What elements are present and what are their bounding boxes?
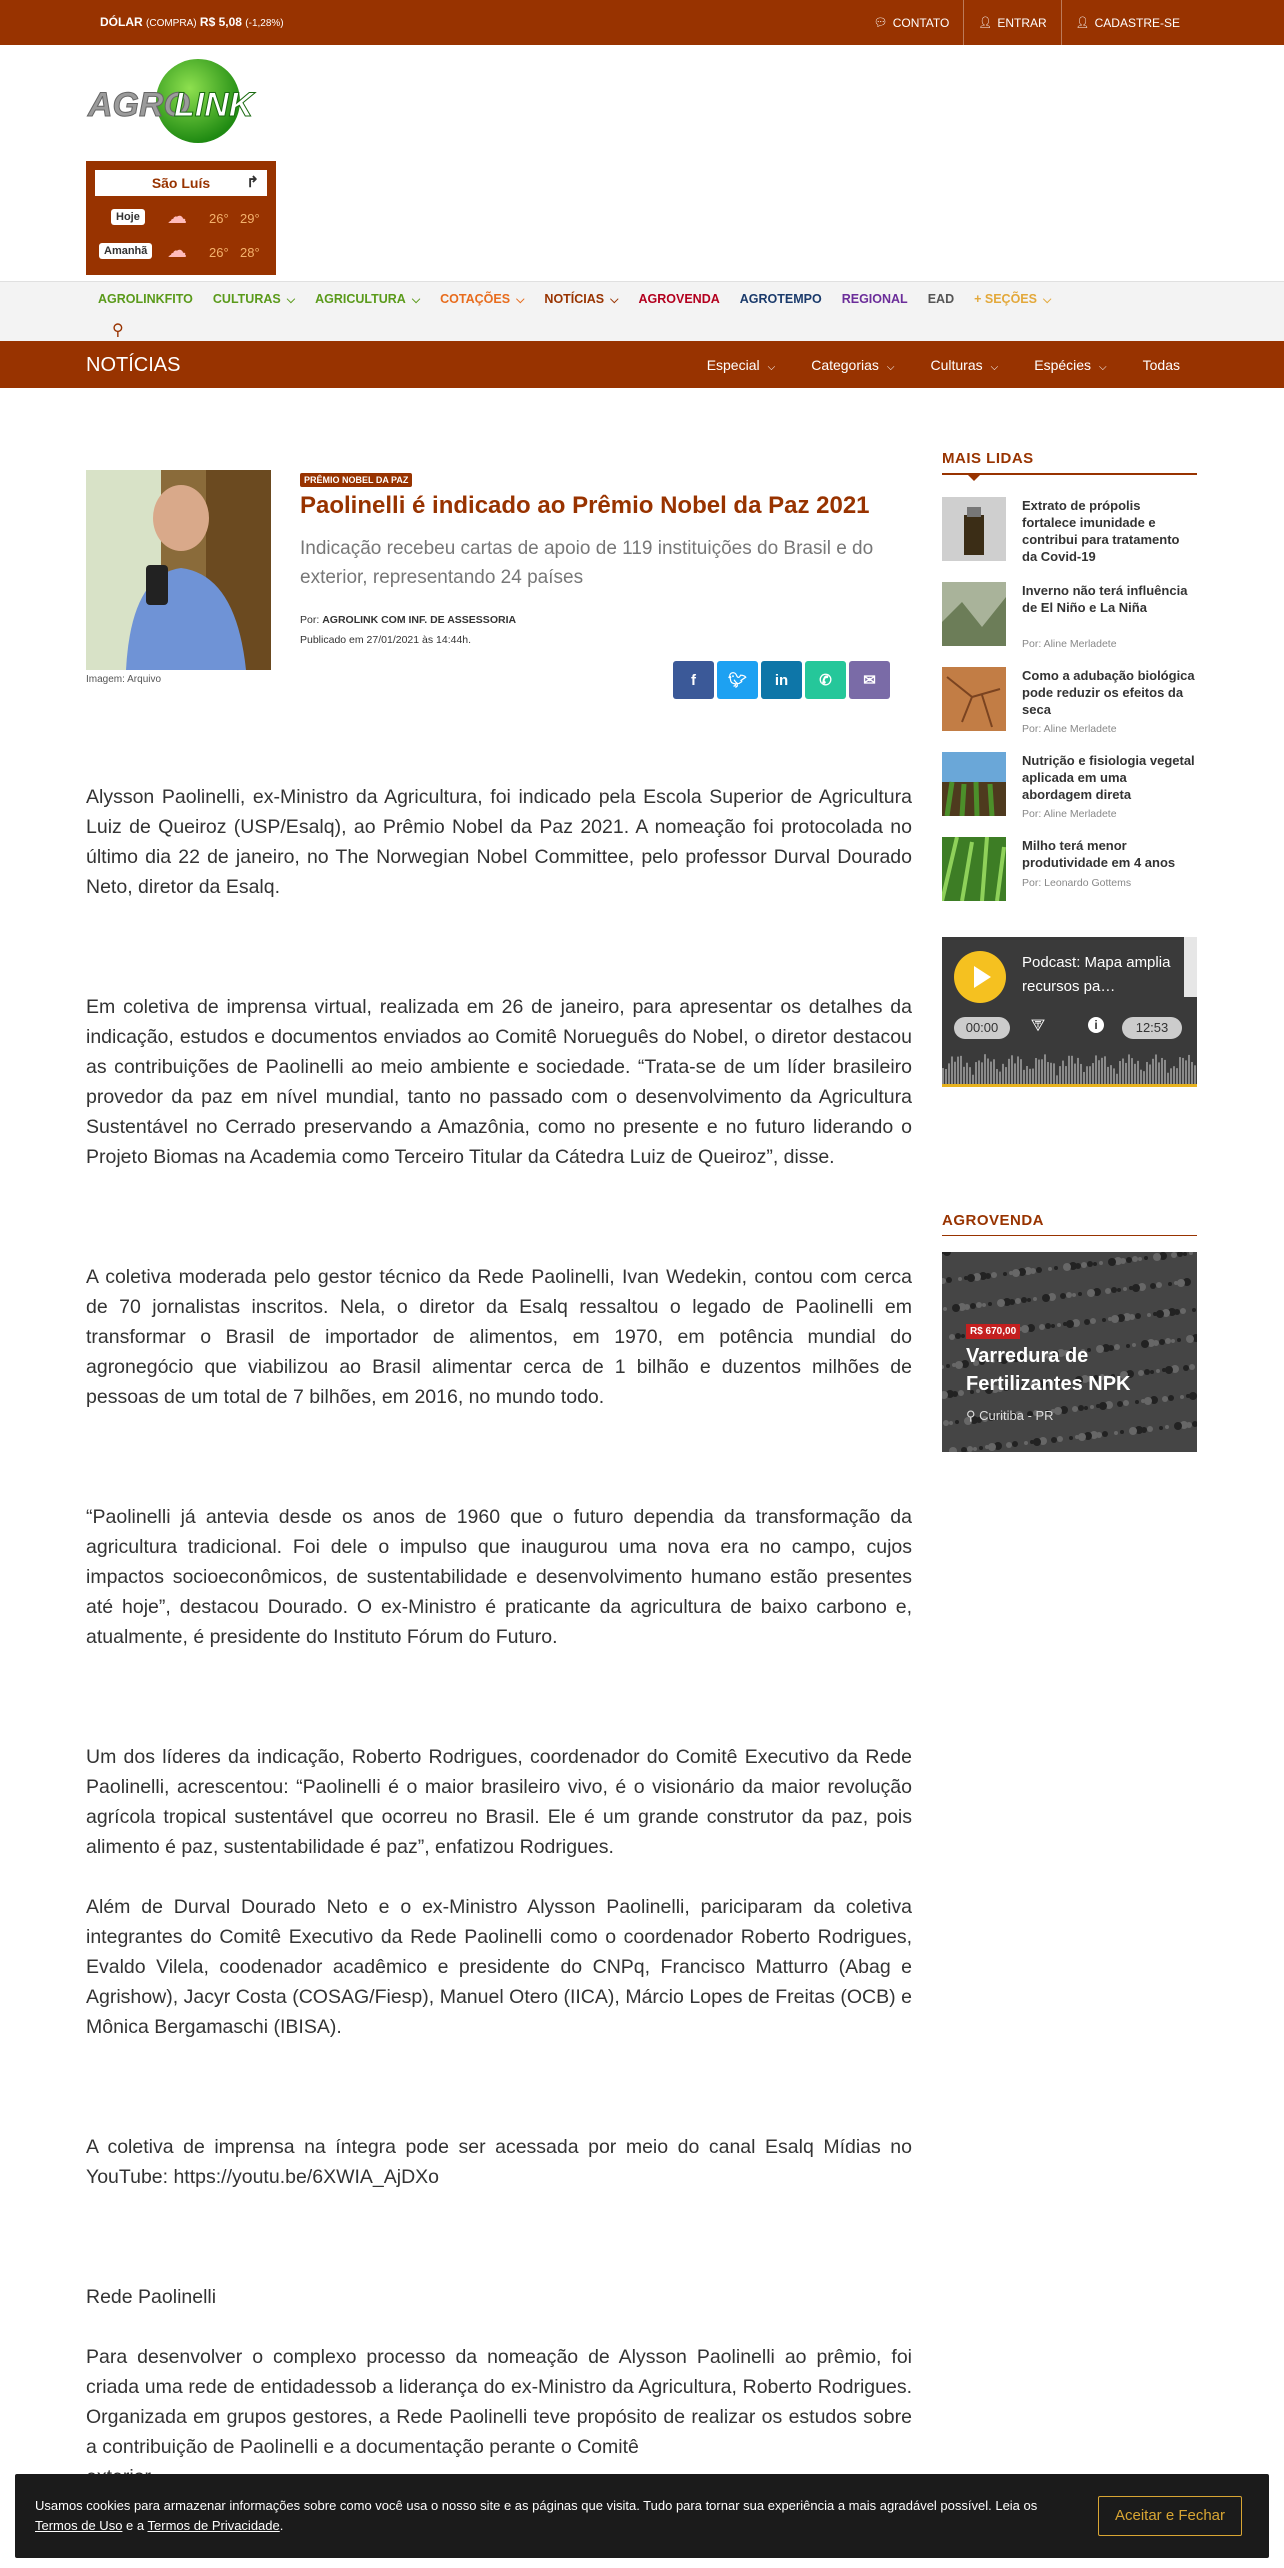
article-headline: Paolinelli é indicado ao Prêmio Nobel da Paz 2021 — [300, 492, 870, 519]
agrovenda-section — [942, 1212, 1197, 1236]
most-read-item[interactable]: Milho terá menor produtividade em 4 anos Por: Leonardo Gottems — [942, 837, 1197, 922]
weather-city[interactable]: São Luís ↱ — [95, 170, 267, 196]
cloud-sun-icon: ☁︎ — [167, 206, 187, 228]
news-nav-categorias[interactable]: Categorias ⌵ — [811, 356, 895, 373]
news-nav-especial[interactable]: Especial ⌵ — [706, 356, 776, 373]
chevron-down-icon: ⌵ — [886, 361, 895, 373]
chevron-down-icon: ⌵ — [1099, 361, 1107, 373]
article-paragraph: Em coletiva de imprensa virtual, realizada em 26 de janeiro, para apresentar os detalhes da indicação, estudos e documentos enviados ao Comitê Norueguês do Nobel, o diretor destacou as contribuições de Paolinelli ao meio ambiente e sociedade. “Trata-se de um líder brasileiro provedor da paz em nível mundial, tanto no passado com o desenvolvimento da Agricultura Sustentável no Cerrado preservando a Amazônia, como no presente e no futuro liderando o Projeto Biomas na Academia como Terceiro Titular da Cátedra Luiz de Queiroz”, disse. — [86, 996, 912, 1168]
dollar-quote: DÓLAR (COMPRA) R$ 5,08 (-1,28%) — [100, 15, 284, 29]
most-read-item[interactable]: Nutrição e fisiologia vegetal aplicada em uma abordagem direta Por: Aline Merladete — [942, 752, 1197, 837]
chevron-down-icon: ⌵ — [1042, 294, 1052, 306]
share-arrow-icon[interactable]: ↱ — [246, 174, 259, 191]
nav-item-agricultura[interactable]: AGRICULTURA ⌵ — [315, 292, 421, 306]
chevron-down-icon: ⌵ — [286, 294, 296, 306]
most-read-item[interactable]: Como a adubação biológica pode reduzir os efeitos da seca Por: Aline Merladete — [942, 667, 1197, 752]
agrovenda-heading: AGROVENDA — [942, 1212, 1197, 1236]
most-read-thumbnail — [942, 582, 1006, 646]
most-read-thumbnail — [942, 837, 1006, 901]
category-badge[interactable]: PRÊMIO NOBEL DA PAZ — [300, 473, 412, 487]
top-bar — [0, 0, 1284, 45]
nav-item-se-es[interactable]: + SEÇÕES ⌵ — [974, 292, 1052, 306]
total-time: 12:53 — [1122, 1017, 1182, 1039]
accept-cookies-button[interactable]: Aceitar e Fechar — [1098, 2496, 1242, 2536]
section-title: NOTÍCIAS — [86, 354, 181, 376]
cookie-text: Usamos cookies para armazenar informações sobre como você usa o nosso site e as páginas que visita. Tudo para tornar sua experiência a mais agradável possível. Leia os Termos de Uso e a Termos de Privacidade. — [35, 2498, 1038, 2533]
article-paragraph: “Paolinelli já antevia desde os anos de 1960 que o futuro dependia da transformação da agricultura tradicional. Foi dele o impulso que inaugurou uma nova era no campo, cujos impactos socioeconômicos, de sustentabilidade e desenvolvimento humano estão presentes até hoje”, destacou Dourado. O ex-Ministro é praticante da agricultura de baixo carbono e, atualmente, é presidente do Instituto Fórum do Futuro. — [86, 1506, 912, 1648]
most-read-thumbnail — [942, 752, 1006, 816]
svg-text:LINK: LINK — [174, 86, 254, 124]
article-paragraph: Alysson Paolinelli, ex-Ministro da Agricultura, foi indicado pela Escola Superior de Agricultura Luiz de Queiroz (USP/Esalq), ao Prêmio Nobel da Paz 2021. A nomeação foi protocolada no último dia 22 de janeiro, no The Norwegian Nobel Committee, pelo professor Durval Dourado Neto, diretor da Esalq. — [86, 786, 912, 898]
product-location: ⚲ Curitiba - PR — [966, 1408, 1054, 1423]
article-paragraph: A coletiva moderada pelo gestor técnico da Rede Paolinelli, Ivan Wedekin, contou com cerca de 70 jornalistas inscritos. Nela, o diretor da Esalq ressaltou o legado de Paolinelli em transformar o Brasil de importador de alimentos, em 1970, em potência mundial do agronegócio que viabilizou ao Brasil alimentar cerca de 1 bilhão e duzentos milhões de pessoas de um total de 7 bilhões, em 2016, no mundo todo. — [86, 1266, 912, 1408]
info-icon[interactable]: i — [1088, 1017, 1104, 1033]
nav-item-ead[interactable]: EAD — [927, 292, 955, 306]
news-section-bar — [0, 341, 1284, 388]
nav-item-agrolinkfito[interactable]: AGROLINKFITO — [98, 292, 193, 306]
svg-text:AGRO: AGRO — [88, 86, 190, 124]
cloud-sun-icon: ☁︎ — [167, 240, 187, 262]
section-subheading: Rede Paolinelli — [86, 2286, 217, 2308]
whatsapp-share-icon[interactable]: ✆ — [805, 661, 846, 699]
article-byline: Por: AGROLINK COM INF. DE ASSESSORIA — [300, 614, 517, 626]
user-icon: 👤︎ — [978, 17, 993, 29]
facebook-share-icon[interactable]: f — [673, 661, 714, 699]
weather-widget — [86, 161, 276, 275]
article-paragraph: Um dos líderes da indicação, Roberto Rodrigues, coordenador do Comitê Executivo da Rede Paolinelli, acrescentou: “Paolinelli é o maior brasileiro vivo, é o visionário da maior revolução agrícola tropical sustentável que ocorreu no Brasil. Ele é um grande construtor da paz, pois alimento é paz, sustentabilidade é paz”, enfatizou Rodrigues. — [86, 1746, 912, 1858]
agrovenda-card[interactable] — [942, 1252, 1197, 1452]
podcast-scrollbar[interactable] — [1184, 937, 1197, 997]
chevron-down-icon: ⌵ — [767, 361, 776, 373]
article-subhead: Indicação recebeu cartas de apoio de 119 instituições do Brasil e do exterior, representando 24 países — [300, 538, 874, 588]
news-nav-especies[interactable]: Espécies ⌵ — [1034, 356, 1107, 373]
main-navigation — [0, 281, 1284, 341]
play-button[interactable] — [954, 951, 1006, 1003]
article-body — [86, 782, 912, 2492]
email-share-icon[interactable]: ✉ — [849, 661, 890, 699]
sidebar — [942, 450, 1197, 922]
search-icon[interactable]: ⚲ — [112, 322, 124, 339]
image-caption: Imagem: Arquivo — [86, 674, 162, 685]
chevron-down-icon: ⌵ — [990, 361, 999, 373]
share-buttons — [673, 661, 893, 699]
nav-item-cota-es[interactable]: COTAÇÕES ⌵ — [440, 292, 525, 306]
news-nav-todas[interactable]: Todas — [1142, 356, 1180, 373]
chevron-down-icon: ⌵ — [610, 294, 619, 306]
news-nav-culturas[interactable]: Culturas ⌵ — [930, 356, 999, 373]
most-read-item[interactable]: Inverno não terá influência de El Niño e La Niña Por: Aline Merladete — [942, 582, 1197, 667]
nav-item-agrotempo[interactable]: AGROTEMPO — [739, 292, 822, 306]
login-link[interactable]: 👤︎ ENTRAR — [963, 0, 1060, 45]
contact-link[interactable]: 💬︎ CONTATO — [873, 15, 950, 30]
user-plus-icon: 👤︎ — [1075, 17, 1090, 29]
most-read-thumbnail — [942, 497, 1006, 561]
most-read-heading: MAIS LIDAS — [942, 450, 1197, 475]
chevron-down-icon: ⌵ — [516, 294, 525, 306]
nav-item-not-cias[interactable]: NOTÍCIAS ⌵ — [544, 292, 619, 306]
article-image — [86, 470, 271, 670]
agrolink-logo[interactable] — [86, 58, 264, 148]
nav-item-agrovenda[interactable]: AGROVENDA — [638, 292, 720, 306]
price-badge: R$ 670,00 — [966, 1324, 1020, 1339]
nav-item-culturas[interactable]: CULTURAS ⌵ — [212, 292, 296, 306]
chevron-down-icon: ⌵ — [411, 294, 421, 306]
terms-of-use-link[interactable]: Termos de Uso — [35, 2518, 123, 2533]
chat-icon: 💬︎ — [873, 17, 888, 29]
podcast-player — [942, 937, 1197, 1087]
map-pin-icon: ⚲ — [966, 1408, 976, 1423]
weather-row-today: Hoje ☁︎ 26° 29° — [87, 200, 275, 234]
most-read-item[interactable]: Extrato de própolis fortalece imunidade e contribui para tratamento da Covid-19 — [942, 497, 1197, 582]
linkedin-share-icon[interactable]: in — [761, 661, 802, 699]
signup-link[interactable]: 👤︎ CADASTRE-SE — [1061, 0, 1194, 45]
cookie-banner — [15, 2474, 1269, 2558]
product-title: Varredura de Fertilizantes NPK — [966, 1345, 1131, 1395]
article-paragraph: Para desenvolver o complexo processo da nomeação de Alysson Paolinelli ao prêmio, foi criada uma rede de entidadessob a liderança do ex-Ministro da Agricultura, Roberto Rodrigues. Organizada em grupos gestores, a Rede Paolinelli teve propósito de realizar os estudos sobre a contribuição de Paolinelli e a documentação perante o Comitê — [86, 2346, 912, 2458]
most-read-thumbnail — [942, 667, 1006, 731]
share-icon[interactable]: ⮗ — [1030, 1018, 1047, 1035]
twitter-share-icon[interactable]: 🐦︎ — [717, 661, 758, 699]
play-icon — [974, 966, 991, 988]
article-paragraph: A coletiva de imprensa na íntegra pode ser acessada por meio do canal Esalq Mídias no YouTube: https://youtu.be/6XWIA_AjDXo — [86, 2136, 912, 2188]
publish-date: Publicado em 27/01/2021 às 14:44h. — [300, 634, 472, 646]
privacy-terms-link[interactable]: Termos de Privacidade — [147, 2518, 280, 2533]
weather-row-tomorrow: Amanhã ☁︎ 26° 28° — [87, 234, 275, 268]
nav-item-regional[interactable]: REGIONAL — [841, 292, 908, 306]
current-time: 00:00 — [954, 1017, 1010, 1039]
article-paragraph: Além de Durval Dourado Neto e o ex-Ministro Alysson Paolinelli, pariciparam da coletiva integrantes do Comitê Executivo da Rede Paolinelli como o coordenador Roberto Rodrigues, Evaldo Vilela, coodenador acadêmico e presidente do CNPq, Francisco Matturro (Abag e Agrishow), Jacyr Costa (COSAG/Fiesp), Manuel Otero (IICA), Márcio Lopes de Freitas (OCB) e Mônica Bergamaschi (IBISA). — [86, 1896, 912, 2038]
podcast-title: Podcast: Mapa amplia recursos pa… — [1022, 954, 1171, 995]
